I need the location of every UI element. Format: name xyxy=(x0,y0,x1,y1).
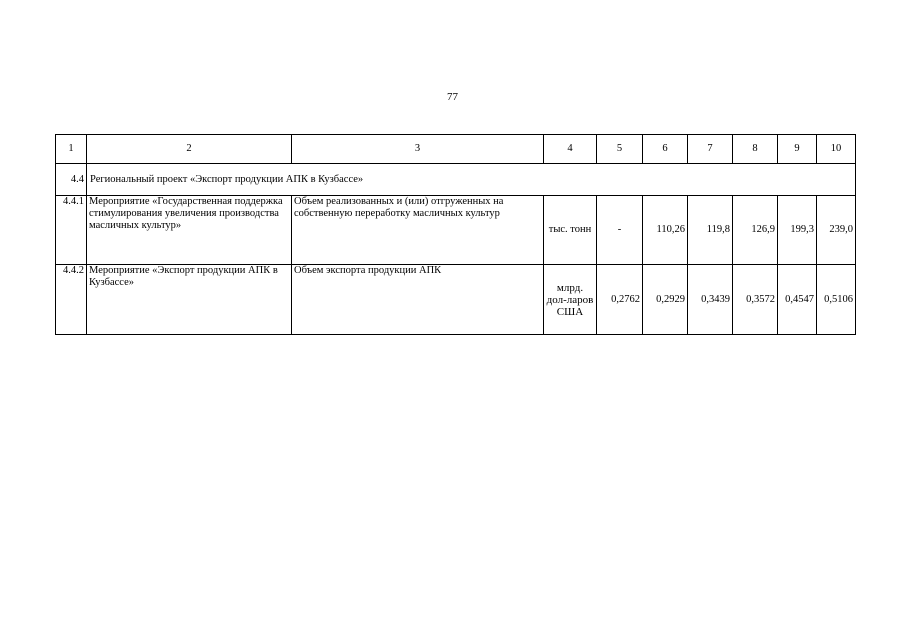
header-cell: 2 xyxy=(87,135,292,164)
section-title: Региональный проект «Экспорт продукции АПК в Кузбассе» xyxy=(87,164,856,196)
value-cell: - xyxy=(597,196,643,265)
unit-cell: млрд. дол-ларов США xyxy=(544,265,597,335)
value-cell: 0,5106 xyxy=(817,265,856,335)
table-row xyxy=(56,265,856,335)
header-row xyxy=(56,135,856,164)
event-cell: Мероприятие «Экспорт продукции АПК в Кузбассе» xyxy=(87,265,292,335)
table-row xyxy=(56,196,856,265)
indicator-cell: Объем экспорта продукции АПК xyxy=(292,265,544,335)
value-cell: 0,3572 xyxy=(733,265,778,335)
indicators-table xyxy=(55,134,856,335)
header-cell: 8 xyxy=(733,135,778,164)
event-cell: Мероприятие «Государственная поддержка стимулирования увеличения производства масличных культур» xyxy=(87,196,292,265)
section-row xyxy=(56,164,856,196)
value-cell: 239,0 xyxy=(817,196,856,265)
value-cell: 199,3 xyxy=(778,196,817,265)
value-cell: 110,26 xyxy=(643,196,688,265)
header-cell: 6 xyxy=(643,135,688,164)
row-number: 4.4.1 xyxy=(56,196,87,265)
indicator-cell: Объем реализованных и (или) отгруженных на собственную переработку масличных культур xyxy=(292,196,544,265)
row-number: 4.4.2 xyxy=(56,265,87,335)
value-cell: 119,8 xyxy=(688,196,733,265)
value-cell: 126,9 xyxy=(733,196,778,265)
header-cell: 5 xyxy=(597,135,643,164)
page-number: 77 xyxy=(447,91,458,103)
header-cell: 7 xyxy=(688,135,733,164)
value-cell: 0,3439 xyxy=(688,265,733,335)
header-cell: 4 xyxy=(544,135,597,164)
header-cell: 10 xyxy=(817,135,856,164)
section-number: 4.4 xyxy=(56,164,87,196)
value-cell: 0,2762 xyxy=(597,265,643,335)
unit-cell: тыс. тонн xyxy=(544,196,597,265)
value-cell: 0,2929 xyxy=(643,265,688,335)
header-cell: 1 xyxy=(56,135,87,164)
value-cell: 0,4547 xyxy=(778,265,817,335)
header-cell: 3 xyxy=(292,135,544,164)
header-cell: 9 xyxy=(778,135,817,164)
